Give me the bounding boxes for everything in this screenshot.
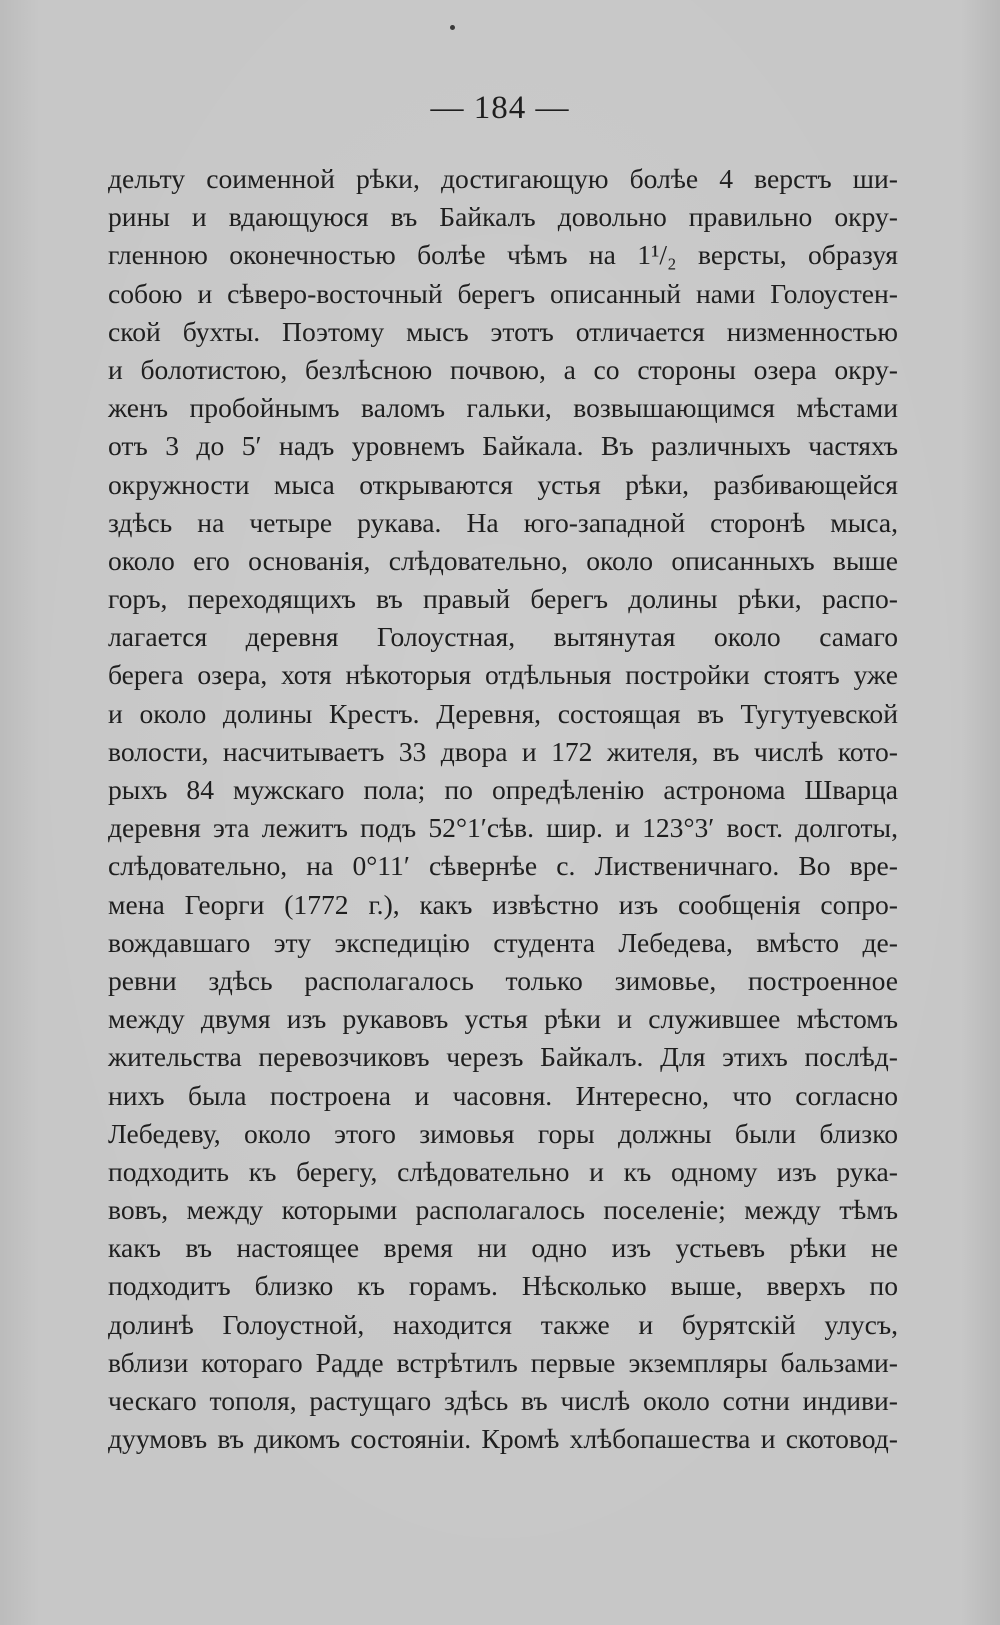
page-number: — 184 — bbox=[430, 90, 570, 126]
text-line: здѣсь на четыре рукава. На юго-западной сторонѣ мыса, bbox=[108, 506, 898, 538]
text-line: отъ 3 до 5′ надъ уровнемъ Байкала. Въ различныхъ частяхъ bbox=[108, 430, 898, 462]
text-line: вождавшаго эту экспедицію студента Лебедева, вмѣсто де- bbox=[108, 926, 898, 958]
text-line: и болотистою, безлѣсною почвою, а со стороны озера окру- bbox=[108, 353, 898, 385]
text-line: слѣдовательно, на 0°11′ сѣвернѣе с. Лиственичнаго. Во вре- bbox=[108, 850, 898, 882]
text-line: нихъ была построена и часовня. Интересно, что согласно bbox=[108, 1079, 898, 1111]
text-line: подходить къ берегу, слѣдовательно и къ одному изъ рука- bbox=[108, 1155, 898, 1187]
text-line: окружности мыса открываются устья рѣки, разбивающейся bbox=[108, 468, 898, 500]
text-line: дельту соименной рѣки, достигающую болѣе 4 верстъ ши- bbox=[108, 163, 898, 194]
text-line: какъ въ настоящее время ни одно изъ устьевъ рѣки не bbox=[108, 1232, 898, 1264]
body-text bbox=[108, 160, 898, 1458]
text-line: и около долины Крестъ. Деревня, состоящая въ Тугутуевской bbox=[108, 697, 898, 729]
text-line: Лебедеву, около этого зимовья горы должны были близко bbox=[108, 1117, 898, 1149]
ink-speck bbox=[450, 25, 455, 30]
text-line: рины и вдающуюся въ Байкалъ довольно правильно окру- bbox=[108, 201, 898, 233]
text-line: вблизи котораго Радде встрѣтилъ первые экземпляры бальзами- bbox=[108, 1346, 898, 1378]
text-line: вовъ, между которыми располагалось поселеніе; между тѣмъ bbox=[108, 1194, 898, 1226]
text-line: ской бухты. Поэтому мысъ этотъ отличается низменностью bbox=[108, 315, 898, 347]
text-line: рыхъ 84 мужскаго пола; по опредѣленію астронома Шварца bbox=[108, 774, 898, 805]
text-line: ческаго тополя, растущаго здѣсь въ числѣ около сотни индиви- bbox=[108, 1385, 898, 1416]
text-line: дуумовъ въ дикомъ состояніи. Кромѣ хлѣбопашества и скотовод- bbox=[108, 1423, 898, 1455]
text-line: собою и сѣверо-восточный берегъ описанный нами Голоустен- bbox=[108, 277, 898, 309]
text-line: мена Георги (1772 г.), какъ извѣстно изъ сообщенія сопро- bbox=[108, 888, 898, 920]
text-line: женъ пробойнымъ валомъ гальки, возвышающимся мѣстами bbox=[108, 392, 898, 424]
text-line: горъ, переходящихъ въ правый берегъ долины рѣки, распо- bbox=[108, 583, 898, 615]
text-line: лагается деревня Голоустная, вытянутая около самаго bbox=[108, 621, 898, 653]
text-line: гленною оконечностью болѣе чѣмъ на 1¹/₂ версты, образуя bbox=[108, 239, 898, 271]
text-line: долинѣ Голоустной, находится также и бурятскій улусъ, bbox=[108, 1308, 898, 1340]
text-line: деревня эта лежитъ подъ 52°1′сѣв. шир. и 123°3′ вост. долготы, bbox=[108, 812, 898, 844]
text-line: между двумя изъ рукавовъ устья рѣки и служившее мѣстомъ bbox=[108, 1003, 898, 1035]
text-line: около его основанія, слѣдовательно, около описанныхъ выше bbox=[108, 544, 898, 576]
text-line: подходитъ близко къ горамъ. Нѣсколько выше, вверхъ по bbox=[108, 1270, 898, 1302]
text-line: ревни здѣсь располагалось только зимовье, построенное bbox=[108, 964, 898, 996]
text-line: волости, насчитываетъ 33 двора и 172 жителя, въ числѣ кото- bbox=[108, 735, 898, 767]
text-line: жительства перевозчиковъ черезъ Байкалъ. Для этихъ послѣд- bbox=[108, 1041, 898, 1073]
text-line: берега озера, хотя нѣкоторыя отдѣльныя постройки стоятъ уже bbox=[108, 659, 898, 691]
